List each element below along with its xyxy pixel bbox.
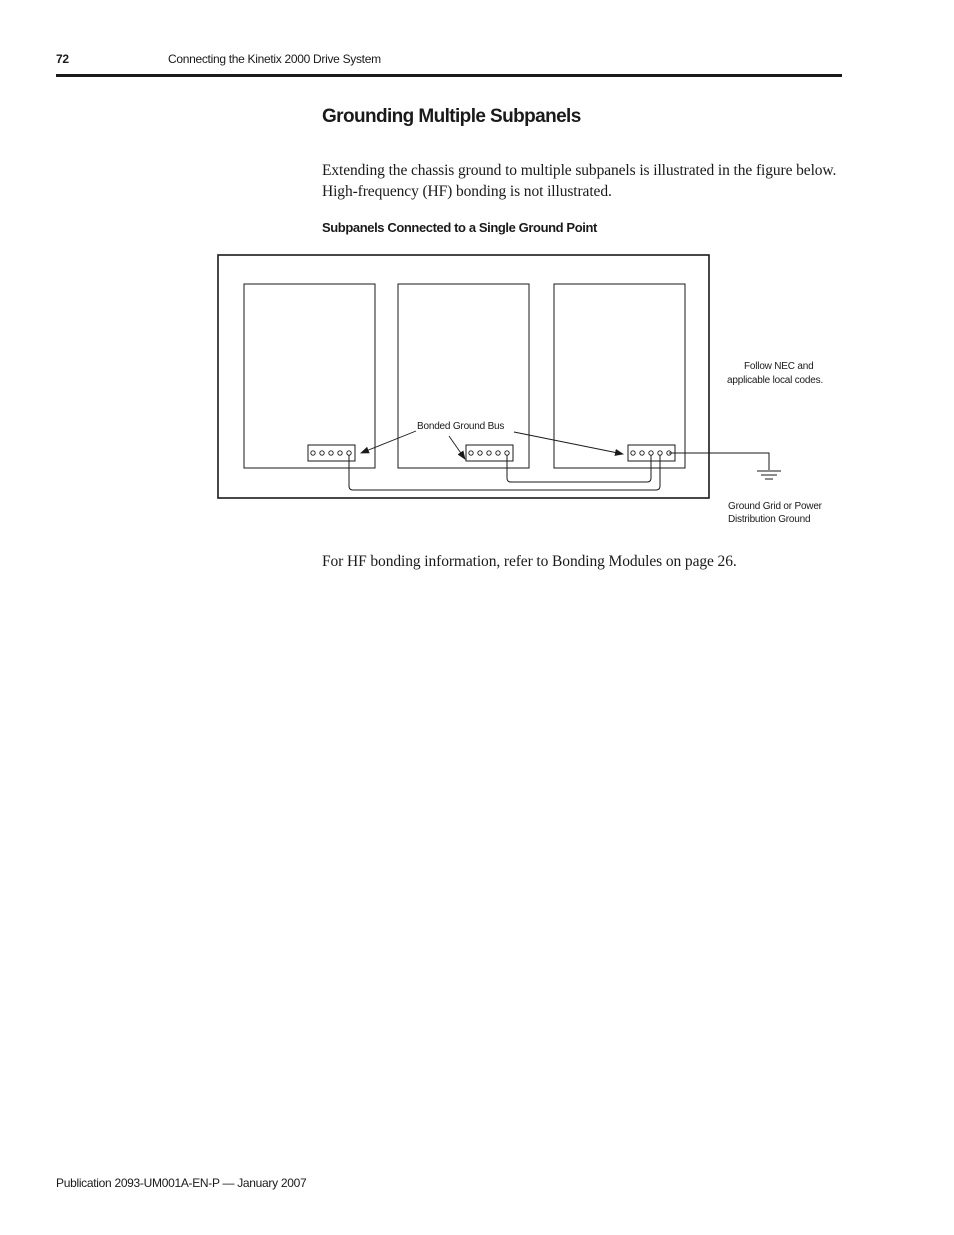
- subpanel-left: [244, 284, 375, 468]
- bonded-ground-bus-label: Bonded Ground Bus: [417, 421, 505, 432]
- intro-paragraph: Extending the chassis ground to multiple subpanels is illustrated in the figure below. High-frequency (HF) bonding is not illustrated.: [322, 162, 837, 200]
- ground-symbol: [757, 471, 781, 479]
- callout-arrow-middle: [449, 436, 465, 459]
- ground-bus-left: [308, 445, 355, 461]
- section-title: Grounding Multiple Subpanels: [322, 106, 581, 127]
- ground-label-line1: Ground Grid or Power: [728, 501, 822, 512]
- callout-arrow-right: [514, 432, 623, 454]
- ground-wire: [669, 453, 769, 470]
- subpanel-right: [554, 284, 685, 468]
- callout-arrow-left: [361, 431, 416, 453]
- enclosure: [218, 255, 709, 498]
- ground-label-line2: Distribution Ground: [728, 514, 811, 525]
- subpanel-middle: [398, 284, 529, 468]
- closing-paragraph: For HF bonding information, refer to Bonding Modules on page 26.: [322, 553, 737, 570]
- publication-footer: Publication 2093-UM001A-EN-P — January 2007: [56, 1176, 307, 1190]
- running-title: Connecting the Kinetix 2000 Drive System: [168, 52, 381, 66]
- nec-note-line1: Follow NEC and: [744, 361, 814, 372]
- ground-bus-middle: [466, 445, 513, 461]
- page-number: 72: [56, 52, 69, 66]
- figure-title: Subpanels Connected to a Single Ground Point: [322, 220, 597, 235]
- nec-note-line2: applicable local codes.: [727, 375, 824, 386]
